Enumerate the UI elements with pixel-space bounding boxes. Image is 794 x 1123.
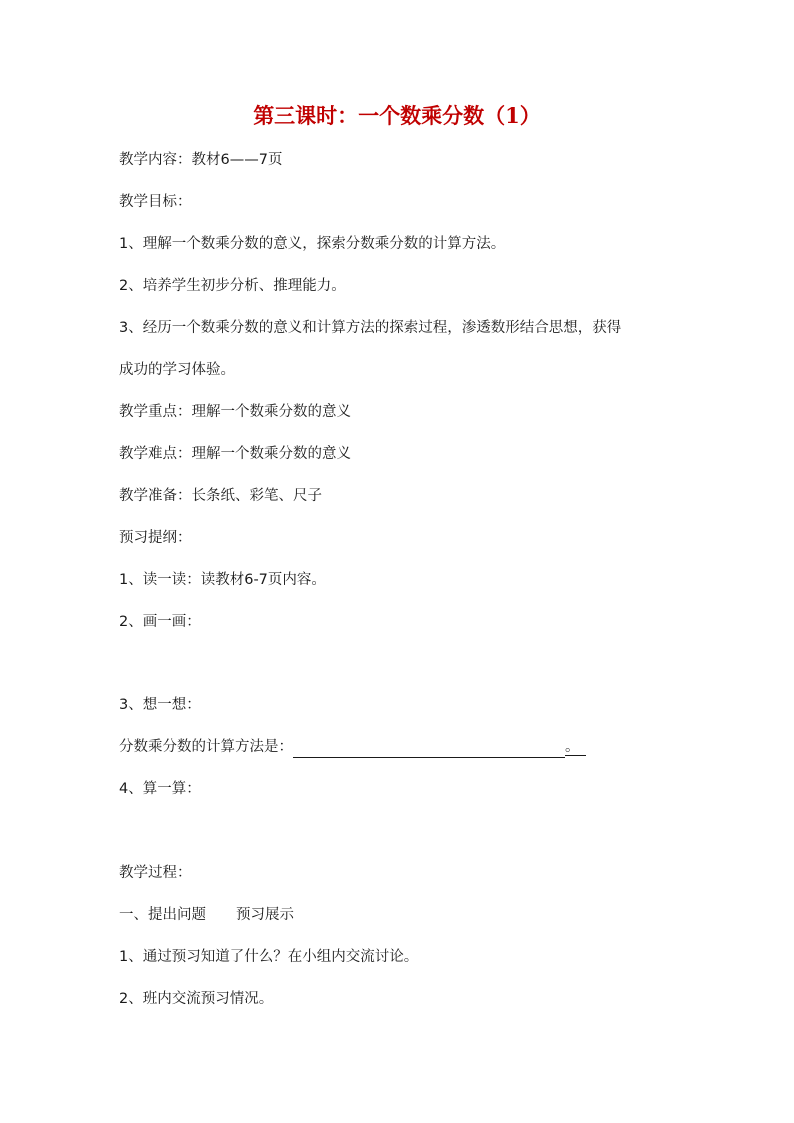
fill-in-prefix: 分数乘分数的计算方法是： [119, 739, 293, 755]
fill-in-blank [293, 740, 565, 758]
fill-in-end: 。 [565, 739, 586, 756]
step-1-heading [119, 905, 294, 925]
step-1-item-2: 2、班内交流预习情况。 [119, 991, 274, 1007]
step-1-title: 一、提出问题 [119, 907, 206, 923]
preview-item-2: 2、画一画： [119, 614, 201, 630]
preview-item-4: 4、算一算： [119, 781, 201, 797]
step-1-item-1: 1、通过预习知道了什么？在小组内交流讨论。 [119, 949, 419, 965]
preview-item-1: 1、读一读：读教材6-7页内容。 [119, 572, 326, 588]
fill-in-line [119, 737, 586, 758]
teaching-preparation: 教学准备：长条纸、彩笔、尺子 [119, 488, 322, 504]
teaching-content: 教学内容：教材6——7页 [119, 152, 283, 168]
difficult-point: 教学难点：理解一个数乘分数的意义 [119, 446, 351, 462]
preview-heading: 预习提纲： [119, 530, 192, 546]
goal-item-3-line-1: 3、经历一个数乘分数的意义和计算方法的探索过程，渗透数形结合思想，获得 [119, 320, 622, 336]
goals-heading: 教学目标： [119, 194, 192, 210]
step-1-subtitle: 预习展示 [236, 907, 294, 923]
preview-item-3: 3、想一想： [119, 697, 201, 713]
goal-item-1: 1、理解一个数乘分数的意义，探索分数乘分数的计算方法。 [119, 236, 506, 252]
process-heading: 教学过程： [119, 865, 192, 881]
goal-item-3-line-2: 成功的学习体验。 [119, 362, 235, 378]
page-title: 第三课时：一个数乘分数（1） [253, 103, 541, 128]
goal-item-2: 2、培养学生初步分析、推理能力。 [119, 278, 346, 294]
key-point: 教学重点：理解一个数乘分数的意义 [119, 404, 351, 420]
